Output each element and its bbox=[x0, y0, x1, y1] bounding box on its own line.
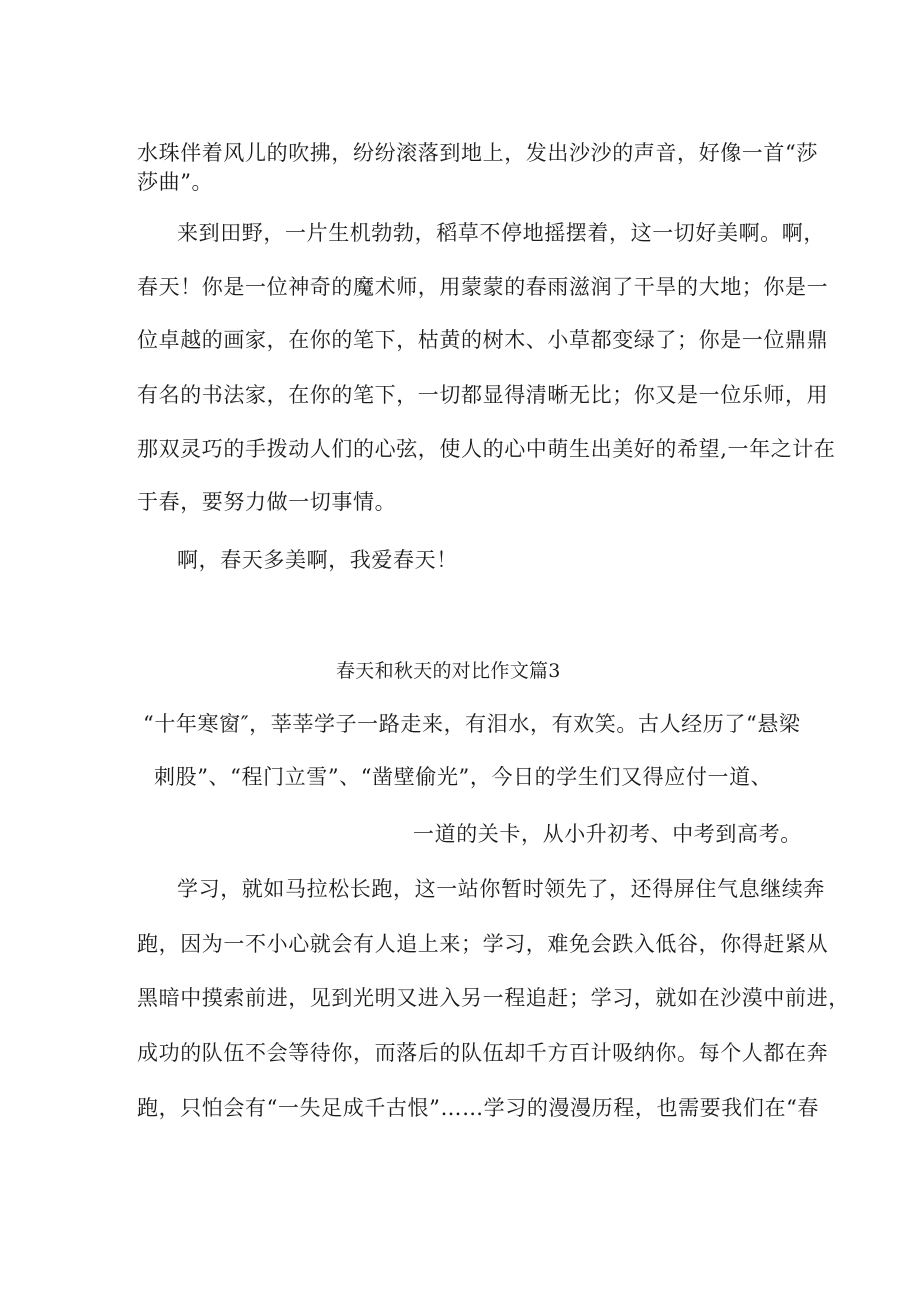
paragraph-2-line-1: 来到田野，一片生机勃勃，稻草不停地摇摆着，这一切好美啊。啊， bbox=[177, 221, 825, 245]
paragraph-2-line-6: 于春，要努力做一切事情。 bbox=[137, 490, 397, 514]
paragraph-4-line-2: 刺股”、“程门立雪”、“凿壁偷光”，今日的学生们又得应付一道、 bbox=[154, 765, 773, 789]
paragraph-2-line-2: 春天！你是一位神奇的魔术师，用蒙蒙的春雨滋润了干旱的大地；你是一 bbox=[137, 275, 829, 299]
paragraph-5-line-2: 跑，因为一不小心就会有人追上来；学习，难免会跌入低谷，你得赶紧从 bbox=[137, 932, 829, 956]
paragraph-5-line-5: 跑，只怕会有“一失足成千古恨”……学习的漫漫历程，也需要我们在“春 bbox=[137, 1096, 820, 1120]
paragraph-4-line-1: “十年寒窗″，莘莘学子一路走来，有泪水，有欢笑。古人经历了“悬梁 bbox=[143, 712, 801, 736]
paragraph-2-line-5: 那双灵巧的手拨动人们的心弦，使人的心中萌生出美好的希望,一年之计在 bbox=[137, 437, 836, 461]
paragraph-1-line-2: 莎曲”。 bbox=[137, 170, 214, 194]
paragraph-5-line-3: 黑暗中摸索前进，见到光明又进入另一程追赶；学习，就如在沙漠中前进， bbox=[137, 986, 850, 1010]
paragraph-4-line-3: 一道的关卡，从小升初考、中考到高考。 bbox=[413, 822, 802, 846]
paragraph-2-line-4: 有名的书法家，在你的笔下，一切都显得清晰无比；你又是一位乐师，用 bbox=[137, 383, 829, 407]
paragraph-1-line-1: 水珠伴着风儿的吹拂，纷纷滚落到地上，发出沙沙的声音，好像一首“莎 bbox=[137, 141, 818, 165]
paragraph-5-line-4: 成功的队伍不会等待你，而落后的队伍却千方百计吸纳你。每个人都在奔 bbox=[137, 1041, 829, 1065]
paragraph-5-line-1: 学习，就如马拉松长跑，这一站你暂时领先了，还得屏住气息继续奔 bbox=[177, 877, 825, 901]
paragraph-3-line-1: 啊，春天多美啊，我爱春天！ bbox=[177, 548, 458, 572]
section-title: 春天和秋天的对比作文篇3 bbox=[336, 660, 561, 682]
paragraph-2-line-3: 位卓越的画家，在你的笔下，枯黄的树木、小草都变绿了；你是一位鼎鼎 bbox=[137, 328, 829, 352]
